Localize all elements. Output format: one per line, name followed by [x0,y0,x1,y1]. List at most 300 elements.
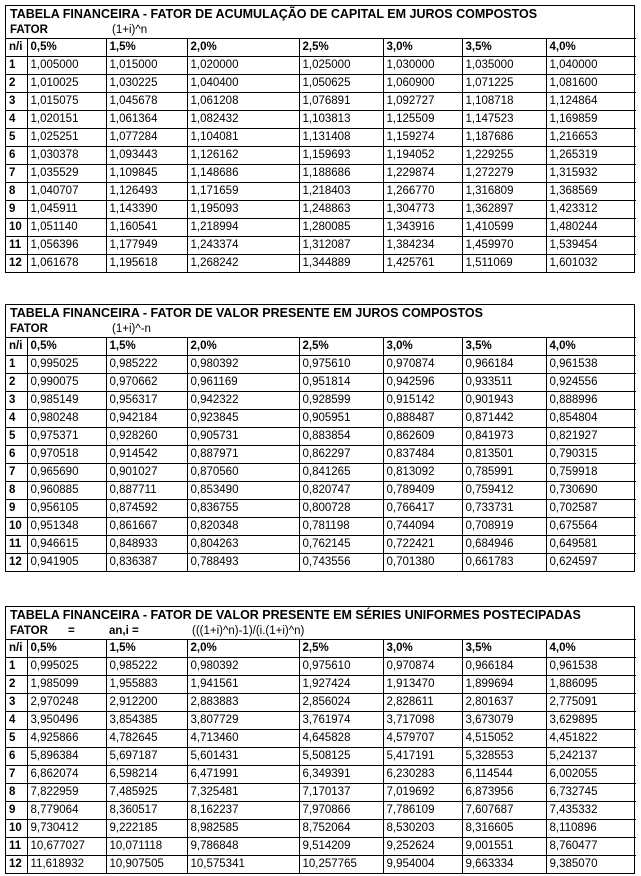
factor-cell: 1,159274 [383,129,462,147]
factor-cell: 2,775091 [546,694,636,712]
factor-cell: 0,951348 [27,518,106,536]
factor-cell: 1,316809 [462,183,546,201]
period-cell: 4 [6,712,27,730]
factor-line [6,23,634,38]
factor-cell: 1,081600 [546,75,636,93]
factor-cell: 0,870560 [187,464,299,482]
table-row [6,57,636,75]
factor-cell: 1,955883 [106,676,187,694]
factor-cell: 1,886095 [546,676,636,694]
header-rate: 2,0% [187,39,299,57]
factor-cell: 9,786848 [187,838,299,856]
factor-cell: 0,862609 [383,428,462,446]
factor-cell: 1,160541 [106,219,187,237]
factor-label: FATOR [10,625,48,637]
period-cell: 11 [6,237,27,255]
factor-cell: 1,082432 [187,111,299,129]
data-grid [6,38,636,272]
factor-cell: 0,821927 [546,428,636,446]
factor-cell: 9,001551 [462,838,546,856]
factor-cell: 0,701380 [383,554,462,572]
factor-cell: 0,961538 [546,658,636,676]
factor-cell: 1,229255 [462,147,546,165]
header-ni: n/i [6,640,27,658]
header-rate: 4,0% [546,39,636,57]
factor-cell: 0,624597 [546,554,636,572]
factor-cell: 5,328553 [462,748,546,766]
factor-cell: 0,942596 [383,374,462,392]
factor-cell: 3,717098 [383,712,462,730]
factor-cell: 3,950496 [27,712,106,730]
header-rate: 2,5% [299,39,383,57]
table-row [6,93,636,111]
factor-cell: 1,194052 [383,147,462,165]
table-row [6,165,636,183]
factor-cell: 1,092727 [383,93,462,111]
factor-cell: 1,480244 [546,219,636,237]
table-row [6,237,636,255]
table-row [6,838,636,856]
factor-cell: 1,040707 [27,183,106,201]
factor-line [6,322,634,337]
header-rate: 1,5% [106,640,187,658]
factor-cell: 0,837484 [383,446,462,464]
factor-cell: 1,368569 [546,183,636,201]
factor-cell: 7,970866 [299,802,383,820]
factor-cell: 9,252624 [383,838,462,856]
header-rate: 3,0% [383,39,462,57]
table-row [6,482,636,500]
factor-cell: 0,956105 [27,500,106,518]
factor-cell: 7,435332 [546,802,636,820]
factor-cell: 1,040400 [187,75,299,93]
factor-cell: 1,143390 [106,201,187,219]
period-cell: 6 [6,147,27,165]
factor-cell: 6,349391 [299,766,383,784]
period-cell: 7 [6,464,27,482]
factor-cell: 0,924556 [546,374,636,392]
factor-cell: 0,743556 [299,554,383,572]
factor-cell: 3,673079 [462,712,546,730]
factor-cell: 6,732745 [546,784,636,802]
table-row [6,410,636,428]
factor-cell: 0,848933 [106,536,187,554]
factor-cell: 1,985099 [27,676,106,694]
table-row [6,111,636,129]
factor-cell: 0,914542 [106,446,187,464]
factor-cell: 0,661783 [462,554,546,572]
data-grid [6,639,636,873]
period-cell: 12 [6,255,27,273]
factor-cell: 4,515052 [462,730,546,748]
period-cell: 9 [6,802,27,820]
factor-cell: 10,257765 [299,856,383,874]
factor-cell: 0,928599 [299,392,383,410]
factor-cell: 4,451822 [546,730,636,748]
factor-cell: 2,801637 [462,694,546,712]
data-grid [6,337,636,571]
factor-cell: 0,744094 [383,518,462,536]
factor-cell: 1,941561 [187,676,299,694]
table-row [6,129,636,147]
factor-cell: 0,961538 [546,356,636,374]
factor-cell: 0,813501 [462,446,546,464]
factor-cell: 0,883854 [299,428,383,446]
table-row [6,658,636,676]
factor-cell: 0,874592 [106,500,187,518]
header-row [6,338,636,356]
period-cell: 5 [6,730,27,748]
table-row [6,518,636,536]
factor-cell: 7,607687 [462,802,546,820]
period-cell: 10 [6,219,27,237]
period-cell: 11 [6,838,27,856]
period-cell: 1 [6,658,27,676]
factor-cell: 1,061678 [27,255,106,273]
factor-cell: 0,888487 [383,410,462,428]
factor-cell: 8,760477 [546,838,636,856]
factor-cell: 0,901943 [462,392,546,410]
factor-cell: 1,056396 [27,237,106,255]
factor-symbol: an,i = [109,625,139,637]
factor-cell: 0,766417 [383,500,462,518]
period-cell: 1 [6,356,27,374]
factor-cell: 0,861667 [106,518,187,536]
factor-cell: 0,941905 [27,554,106,572]
factor-cell: 1,304773 [383,201,462,219]
factor-cell: 0,887971 [187,446,299,464]
factor-cell: 0,841973 [462,428,546,446]
factor-cell: 4,925866 [27,730,106,748]
table-row [6,374,636,392]
header-rate: 0,5% [27,39,106,57]
header-rate: 2,5% [299,338,383,356]
factor-cell: 0,841265 [299,464,383,482]
factor-cell: 1,010025 [27,75,106,93]
factor-cell: 0,888996 [546,392,636,410]
period-cell: 10 [6,518,27,536]
factor-cell: 0,781198 [299,518,383,536]
table-row [6,147,636,165]
period-cell: 5 [6,129,27,147]
table-row [6,356,636,374]
factor-cell: 4,579707 [383,730,462,748]
factor-cell: 5,601431 [187,748,299,766]
factor-cell: 1,045911 [27,201,106,219]
factor-cell: 1,045678 [106,93,187,111]
factor-cell: 1,899694 [462,676,546,694]
factor-cell: 0,800728 [299,500,383,518]
factor-cell: 1,248863 [299,201,383,219]
factor-cell: 2,856024 [299,694,383,712]
header-rate: 4,0% [546,338,636,356]
factor-cell: 1,218403 [299,183,383,201]
factor-cell: 1,425761 [383,255,462,273]
factor-cell: 0,730690 [546,482,636,500]
factor-cell: 10,907505 [106,856,187,874]
factor-cell: 1,030000 [383,57,462,75]
factor-cell: 1,015075 [27,93,106,111]
factor-cell: 1,020000 [187,57,299,75]
period-cell: 3 [6,694,27,712]
table-row [6,676,636,694]
factor-cell: 10,677027 [27,838,106,856]
factor-cell: 10,071118 [106,838,187,856]
header-rate: 4,0% [546,640,636,658]
factor-cell: 6,230283 [383,766,462,784]
factor-cell: 0,708919 [462,518,546,536]
factor-cell: 0,789409 [383,482,462,500]
period-cell: 6 [6,748,27,766]
factor-cell: 0,980392 [187,356,299,374]
factor-cell: 0,975610 [299,356,383,374]
factor-cell: 0,946615 [27,536,106,554]
header-ni: n/i [6,338,27,356]
period-cell: 12 [6,554,27,572]
factor-cell: 1,384234 [383,237,462,255]
factor-cell: 1,265319 [546,147,636,165]
factor-cell: 0,966184 [462,658,546,676]
table-row [6,748,636,766]
factor-line [6,624,634,639]
table-row [6,802,636,820]
table-row [6,766,636,784]
table-row [6,75,636,93]
table-row [6,446,636,464]
factor-cell: 1,015000 [106,57,187,75]
factor-cell: 1,539454 [546,237,636,255]
factor-cell: 0,649581 [546,536,636,554]
factor-cell: 0,933511 [462,374,546,392]
factor-cell: 0,684946 [462,536,546,554]
factor-cell: 1,050625 [299,75,383,93]
factor-formula: (((1+i)^n)-1)/(i.(1+i)^n) [192,625,305,637]
table-title: TABELA FINANCEIRA - FATOR DE VALOR PRESENTE EM JUROS COMPOSTOS [10,306,483,320]
factor-cell: 0,928260 [106,428,187,446]
table-row [6,856,636,874]
factor-cell: 1,216653 [546,129,636,147]
factor-cell: 0,788493 [187,554,299,572]
factor-cell: 8,360517 [106,802,187,820]
factor-cell: 8,779064 [27,802,106,820]
table-row [6,464,636,482]
factor-cell: 1,171659 [187,183,299,201]
factor-cell: 0,862297 [299,446,383,464]
factor-cell: 6,873956 [462,784,546,802]
factor-cell: 0,980248 [27,410,106,428]
factor-cell: 0,942322 [187,392,299,410]
factor-cell: 0,804263 [187,536,299,554]
factor-cell: 6,598214 [106,766,187,784]
table-row [6,784,636,802]
factor-cell: 1,272279 [462,165,546,183]
table-row [6,255,636,273]
factor-cell: 0,871442 [462,410,546,428]
factor-cell: 0,995025 [27,356,106,374]
factor-equals: = [68,625,75,637]
factor-cell: 1,148686 [187,165,299,183]
factor-cell: 4,713460 [187,730,299,748]
factor-cell: 0,975610 [299,658,383,676]
table-row [6,730,636,748]
factor-cell: 1,343916 [383,219,462,237]
factor-cell: 1,195093 [187,201,299,219]
factor-cell: 8,982585 [187,820,299,838]
factor-cell: 1,511069 [462,255,546,273]
factor-cell: 1,315932 [546,165,636,183]
factor-cell: 9,954004 [383,856,462,874]
factor-cell: 1,020151 [27,111,106,129]
factor-cell: 0,813092 [383,464,462,482]
period-cell: 2 [6,374,27,392]
table-row [6,183,636,201]
period-cell: 3 [6,392,27,410]
factor-cell: 0,887711 [106,482,187,500]
factor-cell: 1,147523 [462,111,546,129]
factor-cell: 0,785991 [462,464,546,482]
factor-cell: 0,970662 [106,374,187,392]
factor-cell: 6,862074 [27,766,106,784]
factor-cell: 6,002055 [546,766,636,784]
factor-cell: 5,896384 [27,748,106,766]
factor-cell: 7,325481 [187,784,299,802]
period-cell: 9 [6,201,27,219]
factor-cell: 3,854385 [106,712,187,730]
table-row [6,219,636,237]
factor-cell: 11,618932 [27,856,106,874]
period-cell: 3 [6,93,27,111]
header-row [6,640,636,658]
factor-cell: 2,970248 [27,694,106,712]
factor-cell: 0,820747 [299,482,383,500]
header-rate: 3,0% [383,338,462,356]
factor-cell: 0,966184 [462,356,546,374]
table-row [6,820,636,838]
factor-cell: 1,025251 [27,129,106,147]
factor-cell: 0,836387 [106,554,187,572]
factor-cell: 1,423312 [546,201,636,219]
factor-cell: 1,927424 [299,676,383,694]
factor-cell: 1,025000 [299,57,383,75]
factor-cell: 10,575341 [187,856,299,874]
factor-cell: 7,485925 [106,784,187,802]
factor-cell: 0,923845 [187,410,299,428]
factor-cell: 1,124864 [546,93,636,111]
header-rate: 3,0% [383,640,462,658]
factor-cell: 1,177949 [106,237,187,255]
factor-cell: 6,471991 [187,766,299,784]
period-cell: 7 [6,766,27,784]
table-title: TABELA FINANCEIRA - FATOR DE ACUMULAÇÃO DE CAPITAL EM JUROS COMPOSTOS [10,7,538,21]
factor-cell: 1,913470 [383,676,462,694]
table-acumulacao [5,5,635,273]
factor-cell: 2,828611 [383,694,462,712]
factor-cell: 1,312087 [299,237,383,255]
factor-cell: 0,722421 [383,536,462,554]
factor-cell: 8,752064 [299,820,383,838]
factor-cell: 9,222185 [106,820,187,838]
factor-cell: 0,905731 [187,428,299,446]
factor-cell: 1,103813 [299,111,383,129]
factor-formula: (1+i)^n [112,24,148,36]
factor-cell: 1,030378 [27,147,106,165]
period-cell: 5 [6,428,27,446]
table-row [6,500,636,518]
factor-cell: 0,836755 [187,500,299,518]
table-row [6,554,636,572]
factor-cell: 9,663334 [462,856,546,874]
table-row [6,712,636,730]
header-rate: 2,5% [299,640,383,658]
header-rate: 0,5% [27,338,106,356]
factor-cell: 3,807729 [187,712,299,730]
period-cell: 12 [6,856,27,874]
factor-cell: 4,782645 [106,730,187,748]
factor-cell: 0,985222 [106,356,187,374]
header-rate: 1,5% [106,338,187,356]
factor-cell: 1,280085 [299,219,383,237]
factor-cell: 1,601032 [546,255,636,273]
factor-cell: 3,761974 [299,712,383,730]
factor-cell: 1,040000 [546,57,636,75]
factor-cell: 9,514209 [299,838,383,856]
factor-cell: 0,915142 [383,392,462,410]
header-rate: 2,0% [187,640,299,658]
period-cell: 8 [6,482,27,500]
period-cell: 6 [6,446,27,464]
factor-cell: 1,195618 [106,255,187,273]
factor-formula: (1+i)^-n [112,323,151,335]
factor-cell: 1,131408 [299,129,383,147]
header-rate: 3,5% [462,640,546,658]
factor-cell: 1,459970 [462,237,546,255]
factor-cell: 0,985222 [106,658,187,676]
factor-label: FATOR [10,323,48,335]
factor-cell: 1,076891 [299,93,383,111]
factor-cell: 8,162237 [187,802,299,820]
period-cell: 1 [6,57,27,75]
table-row [6,694,636,712]
factor-cell: 0,702587 [546,500,636,518]
factor-cell: 8,110896 [546,820,636,838]
factor-cell: 0,942184 [106,410,187,428]
factor-cell: 0,820348 [187,518,299,536]
factor-cell: 0,961169 [187,374,299,392]
factor-cell: 1,187686 [462,129,546,147]
factor-cell: 0,759412 [462,482,546,500]
factor-cell: 0,970874 [383,356,462,374]
factor-cell: 1,005000 [27,57,106,75]
table-valor-presente [5,304,635,572]
factor-cell: 0,853490 [187,482,299,500]
factor-cell: 1,061364 [106,111,187,129]
factor-cell: 1,243374 [187,237,299,255]
factor-cell: 1,125509 [383,111,462,129]
factor-cell: 7,786109 [383,802,462,820]
factor-cell: 0,995025 [27,658,106,676]
factor-cell: 9,730412 [27,820,106,838]
factor-cell: 7,019692 [383,784,462,802]
factor-cell: 4,645828 [299,730,383,748]
period-cell: 11 [6,536,27,554]
factor-cell: 1,093443 [106,147,187,165]
table-series-uniformes [5,606,635,874]
factor-cell: 0,762145 [299,536,383,554]
factor-cell: 1,109845 [106,165,187,183]
header-row [6,39,636,57]
factor-cell: 0,960885 [27,482,106,500]
factor-cell: 0,901027 [106,464,187,482]
